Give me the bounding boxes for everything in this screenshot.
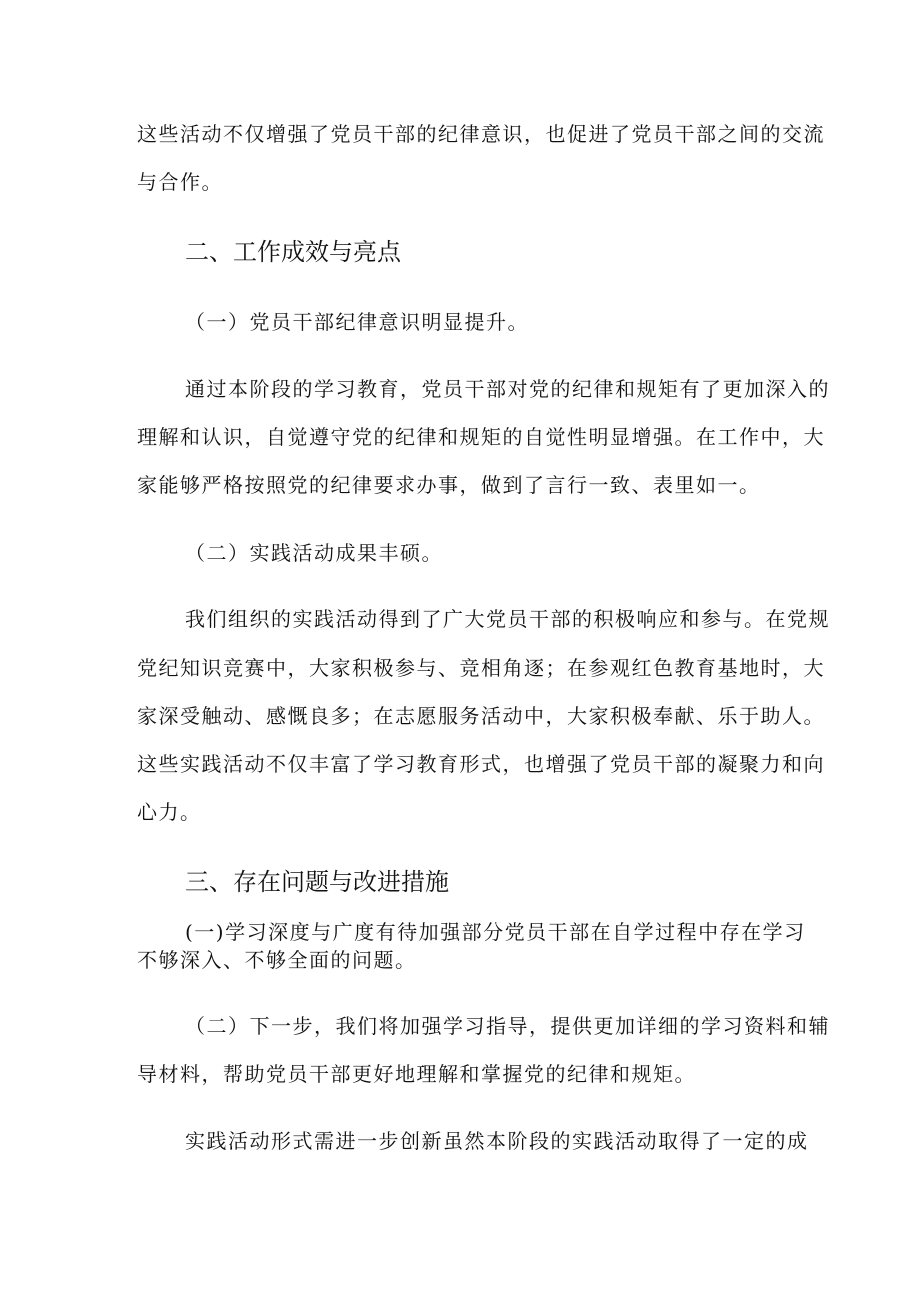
paragraph-line: 导材料，帮助党员干部更好地理解和掌握党的纪律和规矩。 (137, 1062, 696, 1086)
paragraph-line: 党纪知识竞赛中，大家积极参与、竞相角逐；在参观红色教育基地时，大 (137, 656, 825, 680)
paragraph-line: (一)学习深度与广度有待加强部分党员干部在自学过程中存在学习 (185, 920, 806, 944)
paragraph-line: 心力。 (137, 800, 202, 824)
paragraph-line: 家深受触动、感慨良多；在志愿服务活动中，大家积极奉献、乐于助人。 (137, 704, 825, 728)
paragraph-line: （二）下一步，我们将加强学习指导，提供更加详细的学习资料和辅 (185, 1014, 830, 1038)
paragraph-line: 不够深入、不够全面的问题。 (137, 948, 417, 972)
paragraph-line: 这些活动不仅增强了党员干部的纪律意识，也促进了党员干部之间的交流 (137, 122, 825, 146)
section-heading-problems-improvements: 三、存在问题与改进措施 (185, 868, 449, 896)
paragraph-line: 我们组织的实践活动得到了广大党员干部的积极响应和参与。在党规 (185, 607, 830, 631)
paragraph-line: 与合作。 (137, 170, 223, 194)
paragraph-line: 理解和认识，自觉遵守党的纪律和规矩的自觉性明显增强。在工作中，大 (137, 425, 825, 449)
subheading-practice-results: （二）实践活动成果丰硕。 (185, 541, 443, 565)
section-heading-achievements: 二、工作成效与亮点 (185, 238, 401, 266)
paragraph-line: 这些实践活动不仅丰富了学习教育形式，也增强了党员干部的凝聚力和向 (137, 752, 825, 776)
paragraph-line: 实践活动形式需进一步创新虽然本阶段的实践活动取得了一定的成 (185, 1129, 809, 1153)
paragraph-line: 家能够严格按照党的纪律要求办事，做到了言行一致、表里如一。 (137, 473, 761, 497)
paragraph-line: 通过本阶段的学习教育，党员干部对党的纪律和规矩有了更加深入的 (185, 377, 830, 401)
subheading-discipline-awareness: （一）党员干部纪律意识明显提升。 (185, 310, 529, 334)
